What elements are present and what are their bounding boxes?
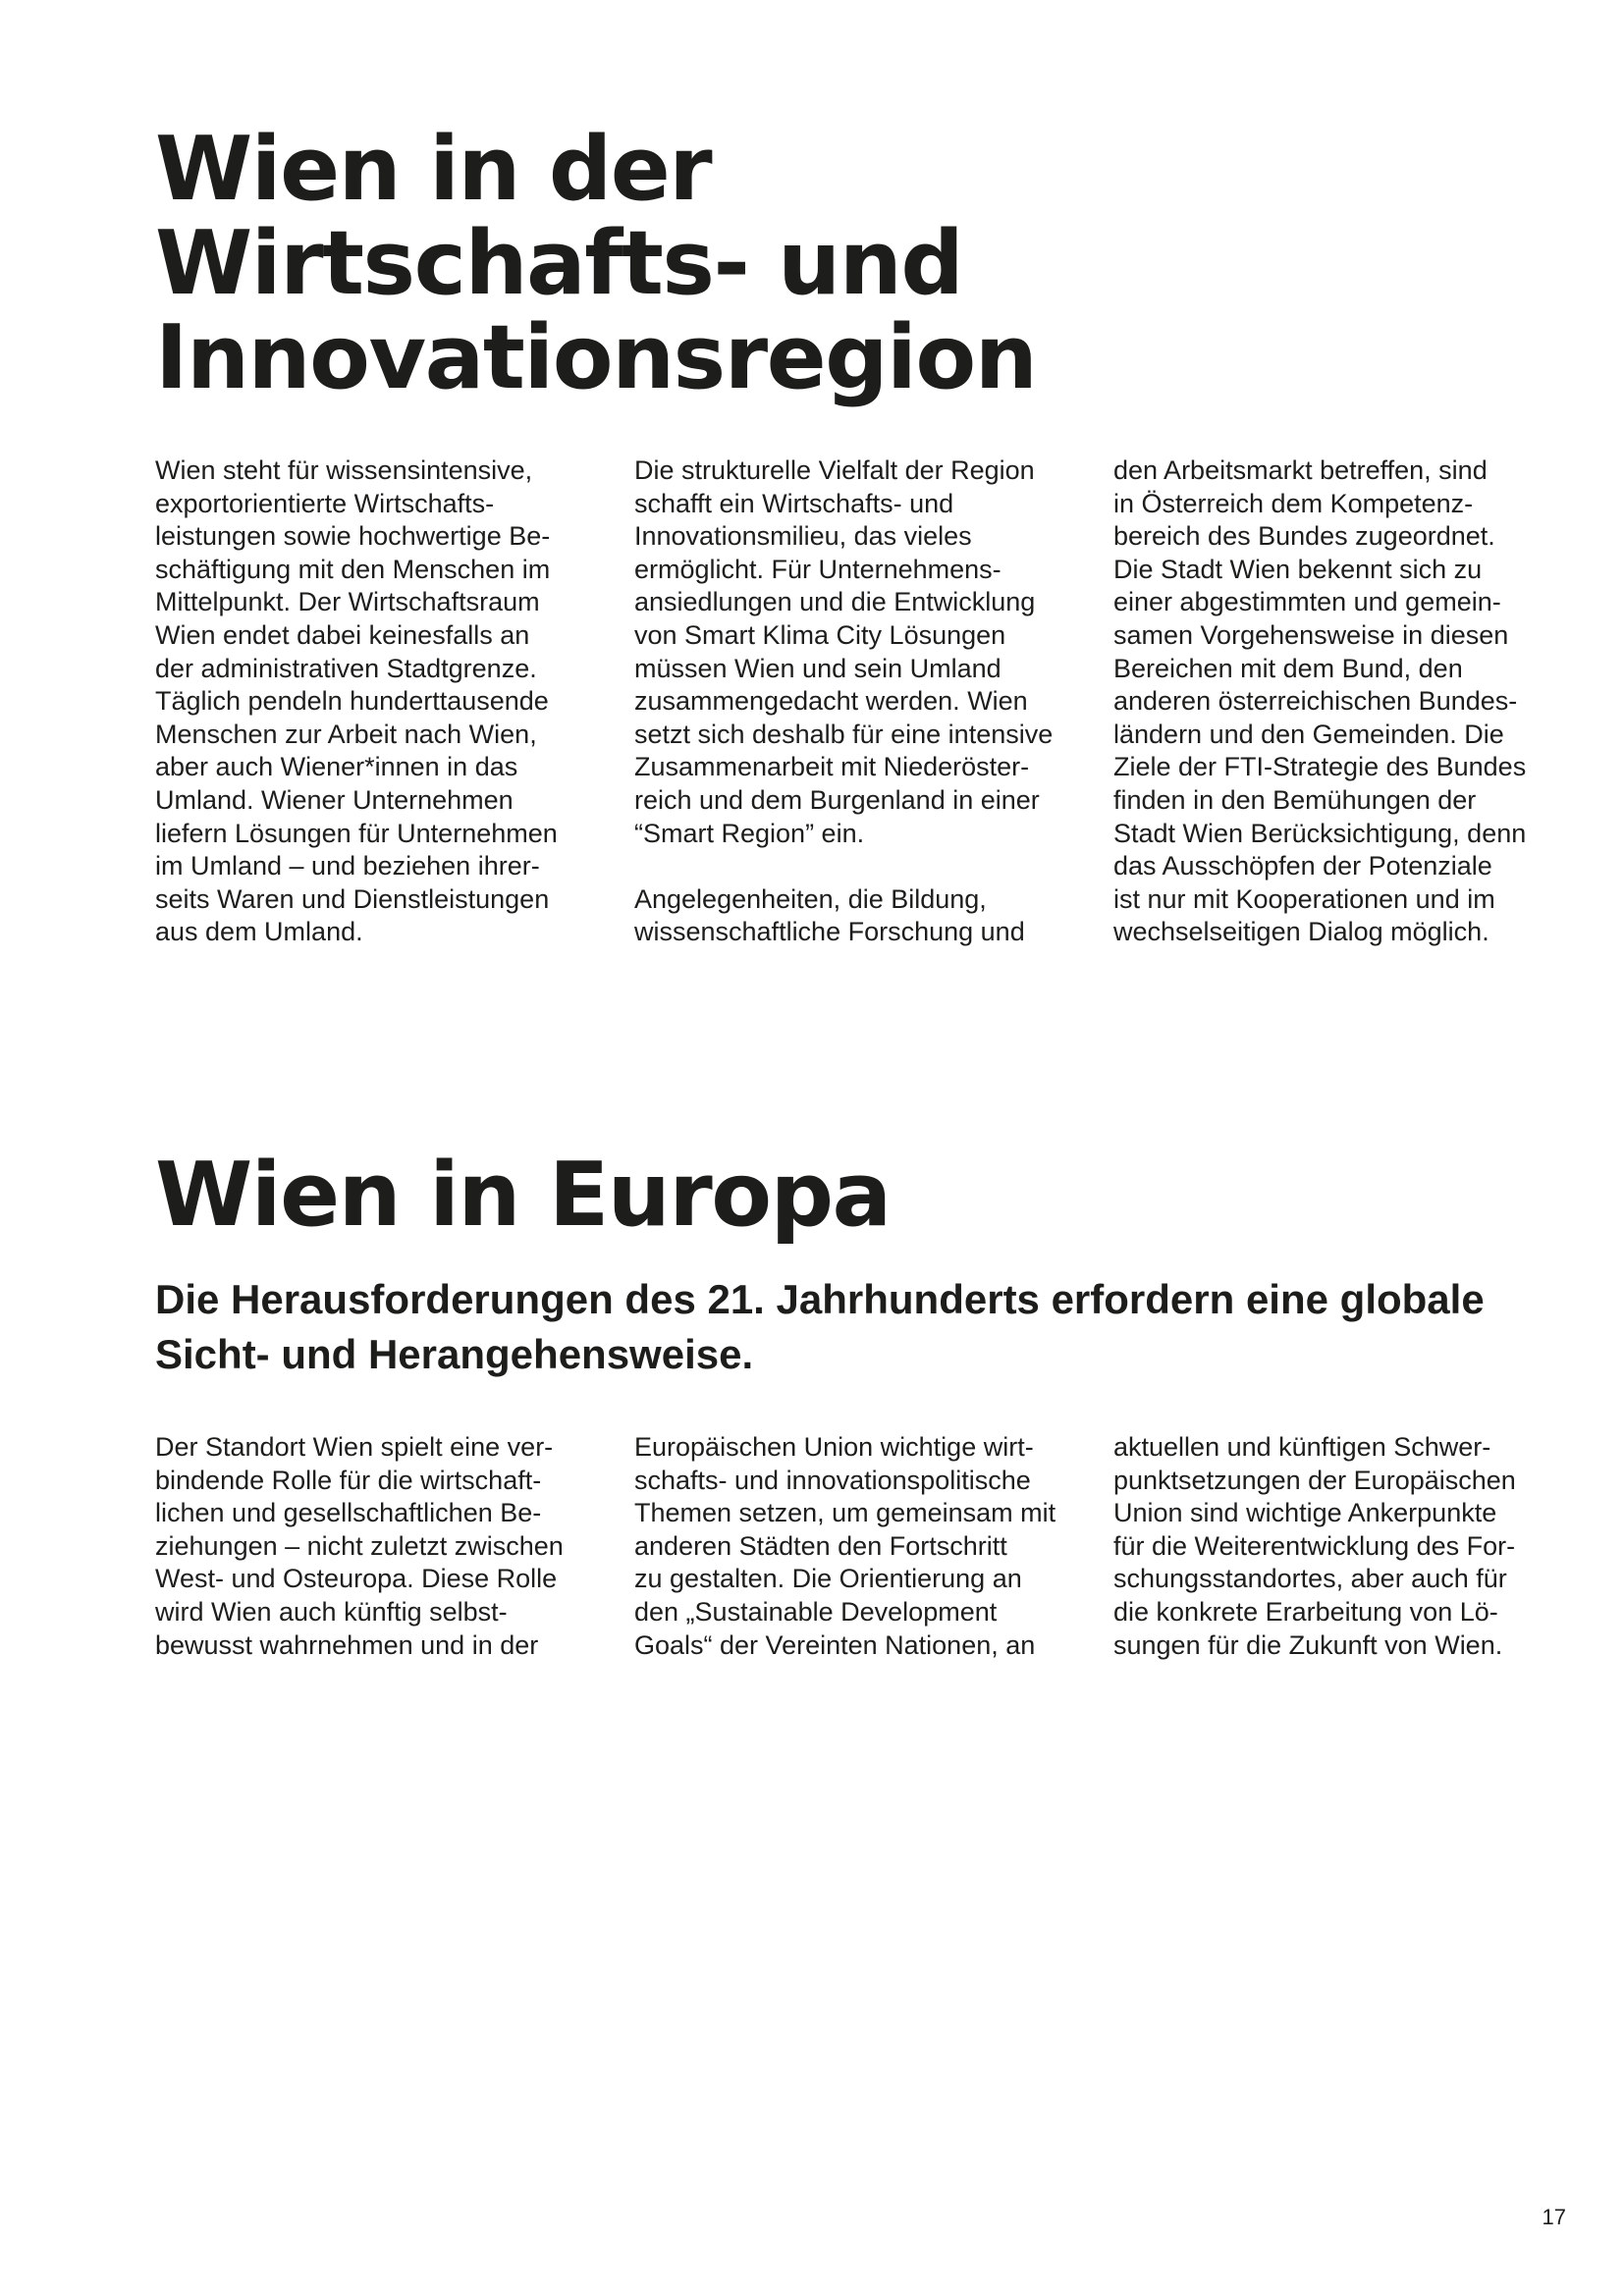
- text-line: anderen Städten den Fortschritt: [634, 1530, 1007, 1561]
- text-line: müssen Wien und sein Umland: [634, 653, 1001, 683]
- text-line: in Österreich dem Kompetenz-: [1113, 488, 1474, 518]
- text-line: bewusst wahrnehmen und in der: [155, 1629, 539, 1660]
- heading-line: Wien in Europa: [155, 1144, 891, 1247]
- text-line: von Smart Klima City Lösungen: [634, 619, 1006, 650]
- text-line: ländern und den Gemeinden. Die: [1113, 719, 1504, 749]
- text-line: Die strukturelle Vielfalt der Region: [634, 455, 1035, 485]
- text-line: aber auch Wiener*innen in das: [155, 752, 518, 782]
- text-line: Stadt Wien Berücksichtigung, denn: [1113, 818, 1527, 848]
- text-column-2: [634, 1431, 1066, 1662]
- text-line: Europäischen Union wichtige wirt-: [634, 1432, 1034, 1462]
- text-line: samen Vorgehensweise in diesen: [1113, 619, 1509, 650]
- text-line: Themen setzen, um gemeinsam mit: [634, 1498, 1056, 1528]
- section-wirtschafts-innovationsregion: [155, 118, 1559, 965]
- text-line: West- und Osteuropa. Diese Rolle: [155, 1564, 558, 1594]
- text-line: Bereichen mit dem Bund, den: [1113, 653, 1463, 683]
- text-line: einer abgestimmten und gemein-: [1113, 587, 1501, 617]
- text-line: schafts- und innovationspolitische: [634, 1465, 1031, 1495]
- text-line: zu gestalten. Die Orientierung an: [634, 1564, 1022, 1594]
- text-line: die konkrete Erarbeitung von Lö-: [1113, 1596, 1498, 1627]
- text-line: seits Waren und Dienstleistungen: [155, 883, 550, 914]
- text-line: zusammengedacht werden. Wien: [634, 686, 1028, 717]
- text-column-1: [155, 1431, 587, 1662]
- text-line: Zusammenarbeit mit Niederöster-: [634, 752, 1030, 782]
- text-line: Wien endet dabei keinesfalls an: [155, 619, 530, 650]
- text-line: wechselseitigen Dialog möglich.: [1113, 917, 1489, 947]
- text-line: wissenschaftliche Forschung und: [634, 917, 1025, 947]
- heading-line: Wien in der: [155, 118, 712, 221]
- text-line: aktuellen und künftigen Schwer-: [1113, 1432, 1491, 1462]
- section-heading-europa: [155, 1144, 1559, 1247]
- section-subheading-europa: [155, 1272, 1559, 1382]
- heading-line: Wirtschafts- und: [155, 212, 963, 315]
- text-line: der administrativen Stadtgrenze.: [155, 653, 537, 683]
- text-line: wird Wien auch künftig selbst-: [155, 1596, 508, 1627]
- subheading-line: Die Herausforderungen des 21. Jahrhunderts erfordern eine globale: [155, 1276, 1485, 1322]
- text-line: anderen österreichischen Bundes-: [1113, 686, 1518, 717]
- text-line: Union sind wichtige Ankerpunkte: [1113, 1498, 1497, 1528]
- heading-line: Innovationsregion: [155, 306, 1037, 409]
- text-line: schafft ein Wirtschafts- und: [634, 488, 954, 518]
- text-line: ermöglicht. Für Unternehmens-: [634, 554, 1001, 584]
- text-columns: [155, 1431, 1559, 1686]
- text-line: Angelegenheiten, die Bildung,: [634, 883, 987, 914]
- text-line: Innovationsmilieu, das vieles: [634, 521, 972, 552]
- page-number: 17: [1542, 2205, 1566, 2229]
- text-line: schungsstandortes, aber auch für: [1113, 1564, 1507, 1594]
- text-line: setzt sich deshalb für eine intensive: [634, 719, 1054, 749]
- text-line: ziehungen – nicht zuletzt zwischen: [155, 1530, 564, 1561]
- text-line: finden in den Bemühungen der: [1113, 784, 1477, 815]
- section-heading-region: [155, 118, 1559, 409]
- text-line: Goals“ der Vereinten Nationen, an: [634, 1629, 1036, 1660]
- text-line: bindende Rolle für die wirtschaft-: [155, 1465, 542, 1495]
- text-line: Der Standort Wien spielt eine ver-: [155, 1432, 554, 1462]
- text-line: den Arbeitsmarkt betreffen, sind: [1113, 455, 1488, 485]
- section-wien-in-europa: [155, 1144, 1559, 1686]
- text-line: ansiedlungen und die Entwicklung: [634, 587, 1036, 617]
- text-line: bereich des Bundes zugeordnet.: [1113, 521, 1495, 552]
- text-line: Täglich pendeln hunderttausende: [155, 686, 549, 717]
- text-line: Ziele der FTI-Strategie des Bundes: [1113, 752, 1527, 782]
- text-line: punktsetzungen der Europäischen: [1113, 1465, 1516, 1495]
- text-line: den „Sustainable Development: [634, 1596, 998, 1627]
- subheading-line: Sicht- und Herangehensweise.: [155, 1331, 754, 1377]
- text-columns: [155, 454, 1559, 965]
- text-column-3: [1113, 454, 1545, 949]
- text-line: ist nur mit Kooperationen und im: [1113, 883, 1495, 914]
- text-line: leistungen sowie hochwertige Be-: [155, 521, 551, 552]
- text-line: exportorientierte Wirtschafts-: [155, 488, 495, 518]
- text-line: liefern Lösungen für Unternehmen: [155, 818, 558, 848]
- text-column-3: [1113, 1431, 1545, 1662]
- text-line: Wien steht für wissensintensive,: [155, 455, 533, 485]
- text-line: für die Weiterentwicklung des For-: [1113, 1530, 1516, 1561]
- text-line: reich und dem Burgenland in einer: [634, 784, 1040, 815]
- text-line: das Ausschöpfen der Potenziale: [1113, 851, 1492, 881]
- text-line: im Umland – und beziehen ihrer-: [155, 851, 540, 881]
- text-line: schäftigung mit den Menschen im: [155, 554, 551, 584]
- text-line: Menschen zur Arbeit nach Wien,: [155, 719, 537, 749]
- text-line: lichen und gesellschaftlichen Be-: [155, 1498, 542, 1528]
- text-line: Die Stadt Wien bekennt sich zu: [1113, 554, 1483, 584]
- text-line: Umland. Wiener Unternehmen: [155, 784, 514, 815]
- text-line: sungen für die Zukunft von Wien.: [1113, 1629, 1503, 1660]
- paragraph-gap: [634, 850, 1066, 883]
- text-column-2: [634, 454, 1066, 949]
- text-line: Mittelpunkt. Der Wirtschaftsraum: [155, 587, 540, 617]
- text-line: “Smart Region” ein.: [634, 818, 865, 848]
- text-line: aus dem Umland.: [155, 917, 363, 947]
- text-column-1: [155, 454, 587, 949]
